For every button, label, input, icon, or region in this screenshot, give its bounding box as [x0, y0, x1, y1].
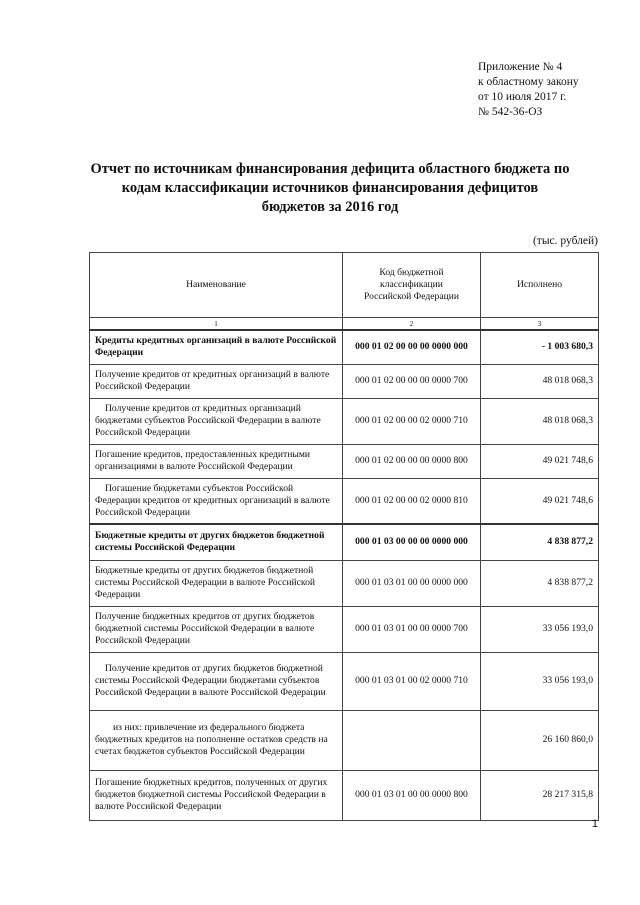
row-name: Получение бюджетных кредитов от других бюджетов бюджетной системы Российской Федерации в валюте Российской Федерации [90, 606, 343, 652]
table-row [90, 398, 599, 444]
units-label: (тыс. рублей) [532, 235, 598, 247]
page-number: 1 [591, 818, 598, 830]
table-row [90, 524, 599, 560]
row-value: 48 018 068,3 [481, 364, 599, 398]
row-value: 28 217 315,8 [481, 770, 599, 820]
table-row [90, 478, 599, 524]
table-row [90, 710, 599, 770]
title-line-3: бюджетов за 2016 год [261, 199, 399, 215]
financing-sources-table [89, 252, 599, 821]
table-row [90, 652, 599, 710]
appendix-reference [478, 60, 628, 120]
appendix-line-2: к областному закону [478, 76, 579, 88]
title-line-1: Отчет по источникам финансирования дефицита областного бюджета по [90, 161, 570, 177]
row-code: 000 01 03 00 00 00 0000 000 [343, 524, 481, 560]
row-value: 4 838 877,2 [481, 560, 599, 606]
header-code-line-3: Российской Федерации [364, 290, 459, 302]
row-value: 49 021 748,6 [481, 478, 599, 524]
row-name: Кредиты кредитных организаций в валюте Российской Федерации [90, 330, 343, 364]
row-code: 000 01 03 01 00 02 0000 710 [343, 652, 481, 710]
table-row [90, 770, 599, 820]
table-row [90, 330, 599, 364]
header-name: Наименование [90, 253, 343, 318]
appendix-line-3: от 10 июля 2017 г. [478, 91, 567, 103]
column-numbers-row [90, 318, 599, 331]
row-name: Погашение бюджетных кредитов, полученных от других бюджетов бюджетной системы Российской Федерации в валюте Российской Федерации [90, 770, 343, 820]
row-value: 4 838 877,2 [481, 524, 599, 560]
column-number: 1 [90, 318, 343, 331]
row-code: 000 01 02 00 00 00 0000 000 [343, 330, 481, 364]
row-value: 48 018 068,3 [481, 398, 599, 444]
appendix-line-4: № 542-36-ОЗ [478, 106, 543, 118]
row-name: из них: привлечение из федерального бюджета бюджетных кредитов на пополнение остатков средств на счетах бюджетов субъектов Российской Федерации [90, 710, 343, 770]
header-code-line-1: Код бюджетной [379, 267, 444, 279]
row-name: Получение кредитов от кредитных организаций бюджетами субъектов Российской Федерации в валюте Российской Федерации [90, 398, 343, 444]
header-value: Исполнено [481, 253, 599, 318]
row-name: Погашение бюджетами субъектов Российской Федерации кредитов от кредитных организаций в валюте Российской Федерации [90, 478, 343, 524]
row-name: Погашение кредитов, предоставленных кредитными организациями в валюте Российской Федерации [90, 444, 343, 478]
row-name: Бюджетные кредиты от других бюджетов бюджетной системы Российской Федерации [90, 524, 343, 560]
row-name: Получение кредитов от кредитных организаций в валюте Российской Федерации [90, 364, 343, 398]
row-code: 000 01 02 00 00 00 0000 800 [343, 444, 481, 478]
table-row [90, 606, 599, 652]
appendix-line-1: Приложение № 4 [478, 61, 563, 73]
table-row [90, 560, 599, 606]
row-name: Бюджетные кредиты от других бюджетов бюджетной системы Российской Федерации в валюте Российской Федерации [90, 560, 343, 606]
row-value: - 1 003 680,3 [481, 330, 599, 364]
title-line-2: кодам классификации источников финансирования дефицитов [121, 180, 539, 196]
table-row [90, 364, 599, 398]
row-value: 33 056 193,0 [481, 652, 599, 710]
column-number: 3 [481, 318, 599, 331]
document-title [40, 160, 620, 217]
column-number: 2 [343, 318, 481, 331]
row-code: 000 01 02 00 00 00 0000 700 [343, 364, 481, 398]
row-value: 26 160 860,0 [481, 710, 599, 770]
row-code: 000 01 02 00 00 02 0000 710 [343, 398, 481, 444]
header-code-line-2: классификации [380, 279, 443, 291]
row-code: 000 01 03 01 00 00 0000 700 [343, 606, 481, 652]
row-code: 000 01 03 01 00 00 0000 000 [343, 560, 481, 606]
table-header-row [90, 253, 599, 318]
row-code: 000 01 02 00 00 02 0000 810 [343, 478, 481, 524]
row-code [343, 710, 481, 770]
table-row [90, 444, 599, 478]
row-value: 49 021 748,6 [481, 444, 599, 478]
row-value: 33 056 193,0 [481, 606, 599, 652]
row-name: Получение кредитов от других бюджетов бюджетной системы Российской Федерации бюджетами субъектов Российской Федерации в валюте Российской Федерации [90, 652, 343, 710]
row-code: 000 01 03 01 00 00 0000 800 [343, 770, 481, 820]
header-code [343, 253, 481, 318]
